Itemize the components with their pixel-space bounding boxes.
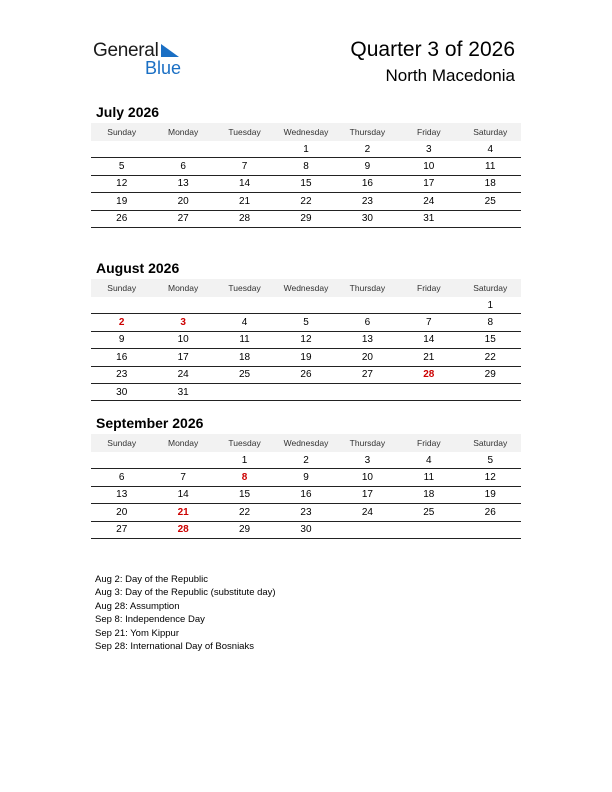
day-cell: 4: [241, 317, 248, 329]
weekday-label: Thursday: [349, 283, 386, 293]
day-cell: 30: [361, 213, 373, 225]
day-cell: 22: [300, 195, 312, 207]
day-cell: 22: [238, 506, 251, 518]
day-cell: 24: [423, 195, 435, 207]
day-cell: 5: [118, 161, 125, 173]
day-cell: 9: [303, 472, 309, 484]
day-cell: 18: [484, 178, 496, 190]
week-row: [91, 349, 521, 366]
day-cell: 21: [177, 506, 189, 518]
day-cell: 6: [118, 472, 125, 484]
day-cell: 28: [177, 524, 189, 536]
holiday-note: Aug 28: Assumption: [95, 600, 180, 612]
day-cell: 6: [180, 161, 186, 173]
day-cell: 8: [487, 317, 494, 329]
day-cell: 24: [361, 506, 373, 518]
day-cell: 15: [484, 334, 496, 346]
day-cell: 23: [361, 195, 373, 207]
holiday-note: Sep 8: Independence Day: [95, 614, 205, 626]
day-cell: 23: [300, 506, 312, 518]
logo-triangle-icon: [159, 42, 181, 58]
day-cell: 1: [487, 299, 494, 311]
week-row: [91, 469, 521, 486]
day-cell: 27: [116, 524, 128, 536]
day-cell: 29: [300, 213, 312, 225]
weekday-label: Monday: [168, 127, 199, 137]
day-cell: 18: [238, 351, 251, 363]
day-cell: 13: [361, 334, 373, 346]
day-cell: 15: [300, 178, 312, 190]
weekday-label: Friday: [417, 438, 441, 448]
day-cell: 30: [116, 386, 128, 398]
weekday-label: Friday: [417, 283, 441, 293]
weekday-label: Saturday: [473, 438, 508, 448]
day-cell: 20: [116, 506, 128, 518]
day-cell: 2: [118, 317, 125, 329]
weekday-label: Sunday: [107, 127, 137, 137]
holiday-note: Aug 3: Day of the Republic (substitute day): [95, 587, 276, 599]
weekday-label: Thursday: [349, 438, 386, 448]
day-cell: 2: [364, 143, 371, 155]
holiday-notes: [95, 573, 276, 653]
weekday-label: Monday: [168, 283, 199, 293]
day-cell: 29: [484, 369, 496, 381]
day-cell: 26: [300, 369, 312, 381]
logo-text-general: General: [93, 40, 159, 61]
weekday-label: Wednesday: [283, 127, 329, 137]
week-row: [91, 141, 521, 158]
month-calendar: [91, 434, 521, 539]
page-title: Quarter 3 of 2026: [350, 38, 515, 61]
day-cell: 17: [177, 351, 189, 363]
day-cell: 21: [238, 195, 251, 207]
day-cell: 19: [300, 351, 312, 363]
day-cell: 12: [484, 472, 496, 484]
day-cell: 1: [241, 454, 248, 466]
day-cell: 10: [177, 334, 189, 346]
weekday-label: Tuesday: [228, 127, 261, 137]
day-cell: 11: [485, 161, 496, 173]
weekday-header: [91, 434, 521, 452]
weekday-label: Monday: [168, 438, 199, 448]
day-cell: 15: [238, 489, 251, 501]
weekday-label: Wednesday: [283, 283, 329, 293]
day-cell: 14: [177, 489, 189, 501]
day-cell: 27: [361, 369, 373, 381]
day-cell: 19: [116, 195, 128, 207]
day-cell: 9: [118, 334, 125, 346]
day-cell: 31: [423, 213, 435, 225]
week-row: [91, 504, 521, 521]
weekday-label: Friday: [417, 127, 441, 137]
day-cell: 16: [361, 178, 373, 190]
day-cell: 20: [177, 195, 189, 207]
weekday-label: Wednesday: [283, 438, 329, 448]
day-cell: 12: [300, 334, 312, 346]
day-cell: 11: [423, 472, 435, 484]
day-cell: 13: [116, 489, 128, 501]
day-cell: 9: [364, 161, 371, 173]
day-cell: 30: [300, 524, 312, 536]
day-cell: 28: [423, 369, 435, 381]
weekday-label: Sunday: [107, 438, 137, 448]
day-cell: 7: [180, 472, 186, 484]
weekday-header: [91, 279, 521, 297]
day-cell: 31: [177, 386, 189, 398]
day-cell: 29: [238, 524, 251, 536]
week-row: [91, 176, 521, 193]
holiday-note: Sep 21: Yom Kippur: [95, 627, 179, 639]
weekday-label: Saturday: [473, 127, 508, 137]
weekday-label: Tuesday: [228, 438, 261, 448]
week-row: [91, 384, 521, 401]
day-cell: 13: [177, 178, 189, 190]
week-row: [91, 297, 521, 314]
logo-text-blue: Blue: [145, 58, 182, 78]
day-cell: 27: [177, 213, 189, 225]
week-row: [91, 314, 521, 331]
week-row: [91, 332, 521, 349]
day-cell: 5: [303, 317, 309, 329]
day-cell: 14: [238, 178, 251, 190]
holiday-note: Sep 28: International Day of Bosniaks: [95, 641, 254, 653]
week-row: [91, 193, 521, 210]
day-cell: 7: [426, 317, 432, 329]
day-cell: 28: [238, 213, 251, 225]
day-cell: 4: [426, 454, 432, 466]
logo: [93, 40, 193, 80]
day-cell: 10: [361, 472, 373, 484]
day-cell: 25: [484, 195, 496, 207]
day-cell: 22: [484, 351, 496, 363]
month-title: August 2026: [96, 260, 180, 276]
day-cell: 8: [241, 472, 248, 484]
week-row: [91, 367, 521, 384]
weekday-header: [91, 123, 521, 141]
day-cell: 25: [238, 369, 251, 381]
day-cell: 19: [484, 489, 496, 501]
day-cell: 8: [303, 161, 309, 173]
day-cell: 18: [423, 489, 435, 501]
day-cell: 25: [423, 506, 435, 518]
weekday-label: Tuesday: [228, 283, 261, 293]
day-cell: 16: [116, 351, 128, 363]
day-cell: 24: [177, 369, 189, 381]
day-cell: 2: [303, 454, 309, 466]
day-cell: 5: [487, 454, 494, 466]
day-cell: 1: [303, 143, 309, 155]
day-cell: 26: [116, 213, 128, 225]
month-title: September 2026: [96, 415, 204, 431]
weekday-label: Saturday: [473, 283, 508, 293]
day-cell: 17: [423, 178, 435, 190]
day-cell: 20: [361, 351, 373, 363]
week-row: [91, 487, 521, 504]
month-calendar: [91, 279, 521, 401]
day-cell: 10: [423, 161, 435, 173]
day-cell: 6: [364, 317, 371, 329]
month-calendar: [91, 123, 521, 228]
week-row: [91, 158, 521, 175]
day-cell: 17: [361, 489, 373, 501]
day-cell: 23: [116, 369, 128, 381]
weekday-label: Thursday: [349, 127, 386, 137]
week-row: [91, 452, 521, 469]
day-cell: 26: [484, 506, 496, 518]
day-cell: 11: [239, 334, 250, 346]
day-cell: 3: [364, 454, 371, 466]
country-name: North Macedonia: [385, 66, 515, 85]
day-cell: 16: [300, 489, 312, 501]
week-row: [91, 522, 521, 539]
day-cell: 4: [487, 143, 494, 155]
day-cell: 12: [116, 178, 128, 190]
week-row: [91, 211, 521, 228]
day-cell: 3: [426, 143, 432, 155]
day-cell: 7: [241, 161, 248, 173]
day-cell: 3: [180, 317, 186, 329]
day-cell: 21: [423, 351, 435, 363]
holiday-note: Aug 2: Day of the Republic: [95, 574, 209, 585]
month-title: July 2026: [96, 104, 160, 120]
weekday-label: Sunday: [107, 283, 137, 293]
day-cell: 14: [423, 334, 435, 346]
